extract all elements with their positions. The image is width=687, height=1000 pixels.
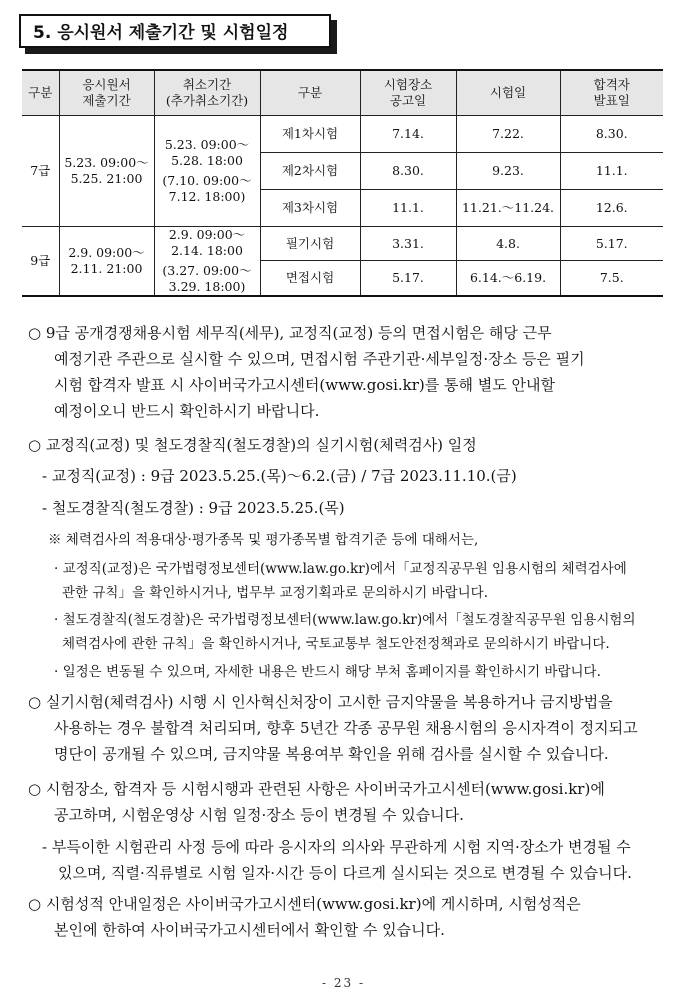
page-number: - 23 - — [321, 976, 365, 990]
exam-cell: 9.23. — [456, 153, 560, 190]
paragraph-line: ○ 교정직(교정) 및 철도경찰직(철도경찰)의 실기시험(체력검사) 일정 — [28, 436, 477, 454]
paragraph-line: 예정이오니 반드시 확인하시기 바랍니다. — [54, 402, 320, 420]
paragraph-line: 명단이 공개될 수 있으며, 금지약물 복용여부 확인을 위해 검사를 실시할 수 있습니다. — [54, 745, 609, 763]
grade-7-label: 7급 — [22, 116, 59, 227]
paragraph-line: - 철도경찰직(철도경찰) : 9급 2023.5.25.(목) — [42, 499, 345, 517]
exam-schedule-table — [22, 69, 663, 297]
header-cancel-period: 취소기간 (추가취소기간) — [154, 70, 260, 116]
grade-9-label: 9급 — [22, 227, 59, 297]
table-header-row — [22, 70, 663, 116]
note-line: · 교정직(교정)은 국가법령정보센터(www.law.go.kr)에서「교정직공무원 임용시험의 체력검사에 — [54, 561, 627, 577]
header-result-date: 합격자 발표일 — [560, 70, 663, 116]
note-line: ※ 체력검사의 적용대상·평가종목 및 평가종목별 합격기준 등에 대해서는, — [48, 532, 479, 548]
header-exam-date: 시험일 — [456, 70, 560, 116]
paragraph-line: ○ 시험성적 안내일정은 사이버국가고시센터(www.gosi.kr)에 게시하며, 시험성적은 — [28, 895, 581, 913]
grade-7-cancel-period: 5.23. 09:00～ 5.28. 18:00 (7.10. 09:00～ 7.12. 18:00) — [154, 116, 260, 227]
result-cell: 8.30. — [560, 116, 663, 153]
header-grade: 구분 — [22, 70, 59, 116]
paragraph-line: ○ 9급 공개경쟁채용시험 세무직(세무), 교정직(교정) 등의 면접시험은 해당 근무 — [28, 324, 552, 342]
venue-cell: 7.14. — [360, 116, 456, 153]
stage-cell: 제1차시험 — [260, 116, 360, 153]
header-venue-notice: 시험장소 공고일 — [360, 70, 456, 116]
section-title: 5. 응시원서 제출기간 및 시험일정 — [19, 14, 331, 48]
table-row — [22, 227, 663, 261]
paragraph-line: 예정기관 주관으로 실시할 수 있으며, 면접시험 주관기관·세부일정·장소 등은 필기 — [54, 350, 585, 368]
exam-cell: 6.14.～6.19. — [456, 261, 560, 296]
note-line: 체력검사에 관한 규칙」을 확인하시거나, 국토교통부 철도안전정책과로 문의하시기 바랍니다. — [62, 636, 610, 652]
table-row — [22, 116, 663, 153]
result-cell: 11.1. — [560, 153, 663, 190]
stage-cell: 면접시험 — [260, 261, 360, 296]
exam-cell: 11.21.～11.24. — [456, 190, 560, 227]
note-line: · 철도경찰직(철도경찰)은 국가법령정보센터(www.law.go.kr)에서「철도경찰직공무원 임용시험의 — [54, 612, 636, 628]
result-cell: 5.17. — [560, 227, 663, 261]
paragraph-line: ○ 시험장소, 합격자 등 시험시행과 관련된 사항은 사이버국가고시센터(www.gosi.kr)에 — [28, 780, 605, 798]
paragraph-line: - 부득이한 시험관리 사정 등에 따라 응시자의 의사와 무관하게 시험 지역·장소가 변경될 수 — [42, 838, 631, 856]
exam-cell: 7.22. — [456, 116, 560, 153]
exam-cell: 4.8. — [456, 227, 560, 261]
result-cell: 7.5. — [560, 261, 663, 296]
result-cell: 12.6. — [560, 190, 663, 227]
stage-cell: 제3차시험 — [260, 190, 360, 227]
stage-cell: 제2차시험 — [260, 153, 360, 190]
venue-cell: 3.31. — [360, 227, 456, 261]
grade-9-cancel-period: 2.9. 09:00～ 2.14. 18:00 (3.27. 09:00～ 3.29. 18:00) — [154, 227, 260, 297]
stage-cell: 필기시험 — [260, 227, 360, 261]
grade-7-apply-period: 5.23. 09:00～ 5.25. 21:00 — [59, 116, 154, 227]
paragraph-line: 있으며, 직렬·직류별로 시험 일자·시간 등이 다르게 실시되는 것으로 변경될 수 있습니다. — [58, 864, 632, 882]
header-apply-period: 응시원서 제출기간 — [59, 70, 154, 116]
paragraph-line: ○ 실기시험(체력검사) 시행 시 인사혁신처장이 고시한 금지약물을 복용하거나 금지방법을 — [28, 693, 613, 711]
grade-9-apply-period: 2.9. 09:00～ 2.11. 21:00 — [59, 227, 154, 297]
paragraph-line: 공고하며, 시험운영상 시험 일정·장소 등이 변경될 수 있습니다. — [54, 806, 464, 824]
note-line: 관한 규칙」을 확인하시거나, 법무부 교정기획과로 문의하시기 바랍니다. — [62, 585, 489, 601]
venue-cell: 5.17. — [360, 261, 456, 296]
paragraph-line: 시험 합격자 발표 시 사이버국가고시센터(www.gosi.kr)를 통해 별도 안내할 — [54, 376, 555, 394]
paragraph-line: 본인에 한하여 사이버국가고시센터에서 확인할 수 있습니다. — [54, 921, 445, 939]
paragraph-line: - 교정직(교정) : 9급 2023.5.25.(목)～6.2.(금) / 7급 2023.11.10.(금) — [42, 467, 517, 485]
header-stage: 구분 — [260, 70, 360, 116]
paragraph-line: 사용하는 경우 불합격 처리되며, 향후 5년간 각종 공무원 채용시험의 응시자격이 정지되고 — [54, 719, 638, 737]
note-line: · 일정은 변동될 수 있으며, 자세한 내용은 반드시 해당 부처 홈페이지를 확인하시기 바랍니다. — [54, 664, 601, 680]
venue-cell: 11.1. — [360, 190, 456, 227]
venue-cell: 8.30. — [360, 153, 456, 190]
